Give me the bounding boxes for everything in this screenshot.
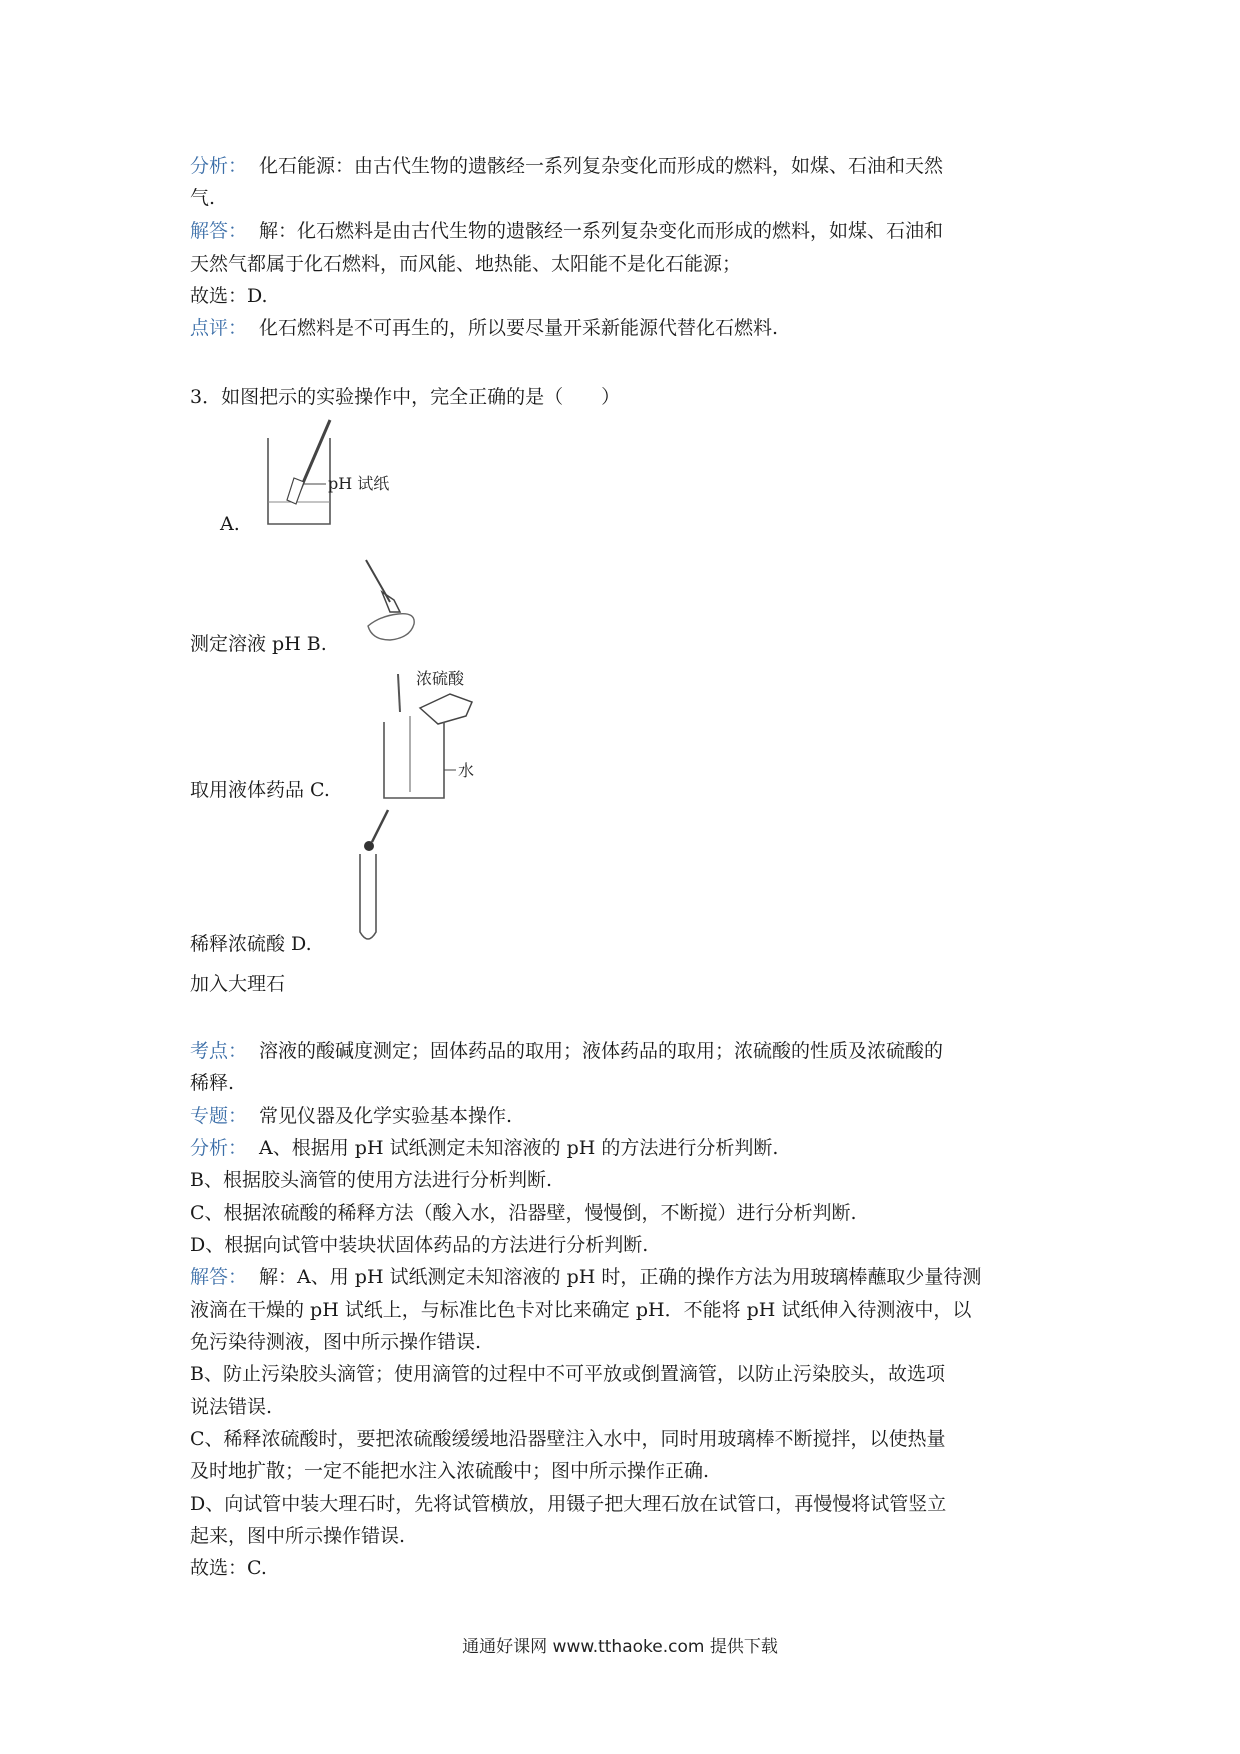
jieda-line-1 [190, 1265, 981, 1289]
figure-b-dropper [360, 556, 430, 646]
option-b-caption: 测定溶液 pH B. [190, 633, 327, 655]
kaodian-label: 考点： [190, 1040, 248, 1062]
jieda-line-5: 说法错误. [190, 1396, 273, 1418]
figure-d-test-tube [352, 808, 402, 948]
figure-c-dilution [380, 664, 500, 804]
page-footer: 通通好课网 www.tthaoke.com 提供下载 [462, 1637, 778, 1657]
answer-label: 解答： [190, 220, 248, 242]
figure-c-water-label: 水 [458, 761, 475, 780]
top-comment-line [190, 316, 778, 340]
fenxi-label: 分析： [190, 1137, 248, 1159]
comment-text: 化石燃料是不可再生的，所以要尽量开采新能源代替化石燃料. [259, 317, 779, 339]
top-analysis-line-1 [190, 154, 943, 178]
option-d-text: 加入大理石 [190, 973, 286, 995]
question-3-stem: 3．如图把示的实验操作中，完全正确的是（ ） [190, 386, 621, 408]
jieda-line-7: 及时地扩散；一定不能把水注入浓硫酸中；图中所示操作正确. [190, 1460, 710, 1482]
fenxi-line-3: C、根据浓硫酸的稀释方法（酸入水，沿器壁，慢慢倒，不断搅）进行分析判断. [190, 1202, 857, 1224]
top-analysis-line-2: 气. [190, 187, 216, 209]
jieda-line-2: 液滴在干燥的 pH 试纸上，与标准比色卡对比来确定 pH．不能将 pH 试纸伸入待测液中，以 [190, 1299, 972, 1321]
jieda-line-6: C、稀释浓硫酸时，要把浓硫酸缓缓地沿器壁注入水中，同时用玻璃棒不断搅拌，以使热量 [190, 1428, 946, 1450]
top-choice: 故选：D. [190, 285, 268, 307]
option-c-caption: 取用液体药品 C. [190, 779, 330, 801]
zhuanti-label: 专题： [190, 1105, 248, 1127]
figure-a-ph-beaker [260, 418, 410, 528]
fenxi-text-1: A、根据用 pH 试纸测定未知溶液的 pH 的方法进行分析判断. [259, 1137, 779, 1159]
jieda-label: 解答： [190, 1266, 248, 1288]
jieda-line-3: 免污染待测液，图中所示操作错误. [190, 1331, 482, 1353]
kaodian-line-1 [190, 1039, 943, 1063]
comment-label: 点评： [190, 317, 248, 339]
solution-choice: 故选：C. [190, 1557, 267, 1579]
fenxi-line-2: B、根据胶头滴管的使用方法进行分析判断. [190, 1169, 553, 1191]
jieda-line-8: D、向试管中装大理石时，先将试管横放，用镊子把大理石放在试管口，再慢慢将试管竖立 [190, 1493, 947, 1515]
figure-a-label: pH 试纸 [328, 474, 390, 493]
top-answer-line-2: 天然气都属于化石燃料，而风能、地热能、太阳能不是化石能源； [190, 253, 742, 275]
marble-icon [364, 841, 374, 851]
fenxi-line-4: D、根据向试管中装块状固体药品的方法进行分析判断. [190, 1234, 649, 1256]
answer-text-1: 解：化石燃料是由古代生物的遗骸经一系列复杂变化而形成的燃料，如煤、石油和 [259, 220, 944, 242]
kaodian-line-2: 稀释. [190, 1072, 235, 1094]
jieda-line-4: B、防止污染胶头滴管；使用滴管的过程中不可平放或倒置滴管，以防止污染胶头，故选项 [190, 1363, 945, 1385]
jieda-line-9: 起来，图中所示操作错误. [190, 1525, 406, 1547]
analysis-text-1: 化石能源：由古代生物的遗骸经一系列复杂变化而形成的燃料，如煤、石油和天然 [259, 155, 944, 177]
zhuanti-line [190, 1104, 512, 1128]
analysis-label: 分析： [190, 155, 248, 177]
zhuanti-text: 常见仪器及化学实验基本操作. [259, 1105, 513, 1127]
jieda-text-1: 解：A、用 pH 试纸测定未知溶液的 pH 时，正确的操作方法为用玻璃棒蘸取少量待测 [259, 1266, 982, 1288]
figure-c-acid-label: 浓硫酸 [416, 669, 465, 688]
fenxi-line-1 [190, 1136, 778, 1160]
option-d-caption: 稀释浓硫酸 D. [190, 933, 312, 955]
top-answer-line-1 [190, 219, 943, 243]
option-a-label: A. [220, 513, 240, 535]
kaodian-text-1: 溶液的酸碱度测定；固体药品的取用；液体药品的取用；浓硫酸的性质及浓硫酸的 [259, 1040, 944, 1062]
